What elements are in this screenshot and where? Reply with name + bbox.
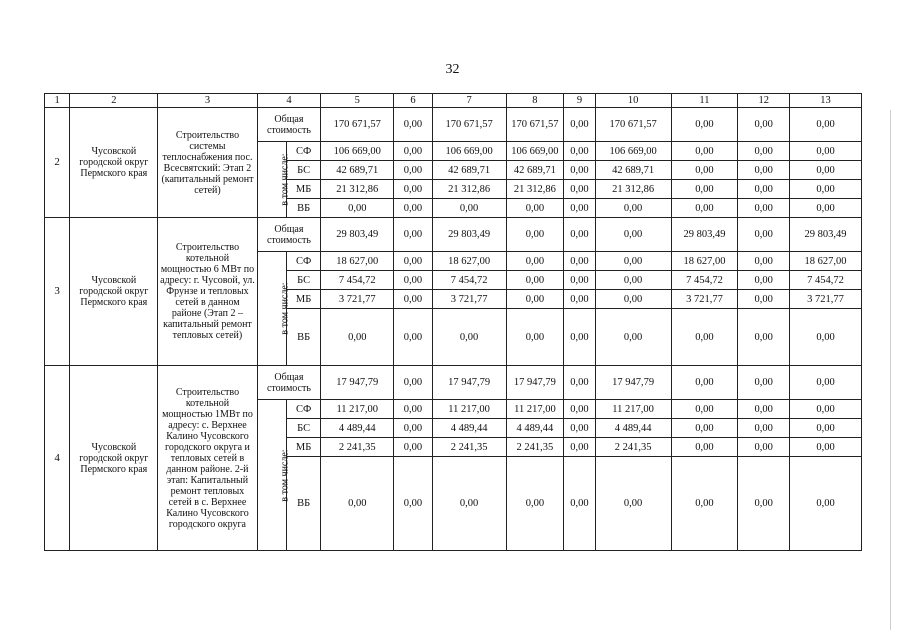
source-label: БС [286, 271, 320, 290]
value-cell: 0,00 [564, 218, 595, 252]
value-cell: 21 312,86 [432, 180, 506, 199]
header-cell: 3 [158, 94, 257, 108]
value-cell: 0,00 [595, 199, 671, 218]
source-label: ВБ [286, 457, 320, 551]
value-cell: 2 241,35 [432, 438, 506, 457]
header-cell: 4 [257, 94, 321, 108]
value-cell: 0,00 [790, 400, 862, 419]
including-label [257, 252, 291, 366]
value-cell: 0,00 [738, 180, 790, 199]
value-cell: 7 454,72 [790, 271, 862, 290]
value-cell: 4 489,44 [321, 419, 394, 438]
value-cell: 0,00 [394, 366, 432, 400]
value-cell: 7 454,72 [432, 271, 506, 290]
value-cell: 0,00 [790, 366, 862, 400]
total-cost-label: Общая стоимость [257, 366, 321, 400]
value-cell: 0,00 [394, 252, 432, 271]
value-cell: 0,00 [738, 108, 790, 142]
value-cell: 0,00 [564, 419, 595, 438]
value-cell: 0,00 [738, 419, 790, 438]
value-cell: 0,00 [671, 108, 738, 142]
value-cell: 0,00 [790, 457, 862, 551]
value-cell: 29 803,49 [790, 218, 862, 252]
value-cell: 0,00 [671, 309, 738, 366]
value-cell: 2 241,35 [506, 438, 564, 457]
value-cell: 0,00 [564, 252, 595, 271]
row-number: 2 [45, 108, 70, 218]
table-row [45, 218, 862, 252]
header-cell: 1 [45, 94, 70, 108]
value-cell: 0,00 [506, 457, 564, 551]
value-cell: 0,00 [564, 142, 595, 161]
source-label: СФ [286, 252, 320, 271]
row-number: 4 [45, 366, 70, 551]
value-cell: 17 947,79 [595, 366, 671, 400]
value-cell: 0,00 [738, 271, 790, 290]
value-cell: 0,00 [432, 309, 506, 366]
value-cell: 3 721,77 [790, 290, 862, 309]
value-cell: 17 947,79 [321, 366, 394, 400]
value-cell: 21 312,86 [595, 180, 671, 199]
value-cell: 29 803,49 [432, 218, 506, 252]
project-description: Строительство котельной мощностью 6 МВт по адресу: г. Чусовой, ул. Фрунзе и тепловых сетей в данном районе (Этап 2 – капитальный ремонт тепловых сетей) [158, 218, 257, 366]
value-cell: 0,00 [595, 271, 671, 290]
value-cell: 0,00 [790, 419, 862, 438]
value-cell: 0,00 [671, 161, 738, 180]
value-cell: 0,00 [738, 161, 790, 180]
header-row [45, 94, 862, 108]
including-text: в том числе: [279, 153, 291, 206]
value-cell: 0,00 [671, 419, 738, 438]
value-cell: 0,00 [790, 309, 862, 366]
value-cell: 0,00 [321, 309, 394, 366]
value-cell: 0,00 [738, 438, 790, 457]
header-cell: 5 [321, 94, 394, 108]
value-cell: 21 312,86 [321, 180, 394, 199]
including-label [257, 142, 291, 218]
value-cell: 0,00 [564, 161, 595, 180]
header-cell: 12 [738, 94, 790, 108]
municipality-cell: Чусовской городской округ Пермского края [70, 218, 158, 366]
value-cell: 0,00 [394, 419, 432, 438]
page-edge-line [890, 110, 891, 630]
value-cell: 0,00 [738, 457, 790, 551]
value-cell: 0,00 [394, 180, 432, 199]
value-cell: 3 721,77 [671, 290, 738, 309]
value-cell: 0,00 [671, 366, 738, 400]
including-text: в том числе: [279, 282, 291, 335]
value-cell: 170 671,57 [595, 108, 671, 142]
including-label [257, 400, 291, 551]
value-cell: 29 803,49 [671, 218, 738, 252]
value-cell: 4 489,44 [595, 419, 671, 438]
value-cell: 0,00 [595, 457, 671, 551]
value-cell: 0,00 [394, 457, 432, 551]
value-cell: 0,00 [738, 142, 790, 161]
value-cell: 29 803,49 [321, 218, 394, 252]
value-cell: 42 689,71 [321, 161, 394, 180]
value-cell: 0,00 [394, 199, 432, 218]
value-cell: 0,00 [790, 180, 862, 199]
row-number: 3 [45, 218, 70, 366]
value-cell: 0,00 [738, 290, 790, 309]
value-cell: 2 241,35 [595, 438, 671, 457]
value-cell: 0,00 [595, 290, 671, 309]
value-cell: 17 947,79 [506, 366, 564, 400]
source-label: МБ [286, 438, 320, 457]
value-cell: 0,00 [394, 108, 432, 142]
value-cell: 4 489,44 [506, 419, 564, 438]
including-text: в том числе: [279, 448, 291, 502]
header-cell: 6 [394, 94, 432, 108]
header-cell: 2 [70, 94, 158, 108]
value-cell: 42 689,71 [432, 161, 506, 180]
value-cell: 0,00 [506, 218, 564, 252]
value-cell: 18 627,00 [790, 252, 862, 271]
value-cell: 106 669,00 [506, 142, 564, 161]
header-cell: 7 [432, 94, 506, 108]
header-cell: 10 [595, 94, 671, 108]
project-description: Строительство системы теплоснабжения пос. Всесвятский: Этап 2 (капитальный ремонт сетей) [158, 108, 257, 218]
table-row [45, 366, 862, 400]
value-cell: 0,00 [564, 400, 595, 419]
value-cell: 0,00 [394, 142, 432, 161]
value-cell: 0,00 [595, 252, 671, 271]
value-cell: 0,00 [595, 218, 671, 252]
value-cell: 0,00 [564, 199, 595, 218]
value-cell: 0,00 [564, 180, 595, 199]
value-cell: 0,00 [564, 438, 595, 457]
value-cell: 0,00 [394, 290, 432, 309]
value-cell: 0,00 [394, 309, 432, 366]
value-cell: 0,00 [394, 400, 432, 419]
total-cost-label: Общая стоимость [257, 108, 321, 142]
value-cell: 2 241,35 [321, 438, 394, 457]
value-cell: 0,00 [738, 366, 790, 400]
source-label: СФ [286, 400, 320, 419]
value-cell: 0,00 [394, 271, 432, 290]
table-row [45, 108, 862, 142]
value-cell: 18 627,00 [671, 252, 738, 271]
value-cell: 106 669,00 [595, 142, 671, 161]
value-cell: 0,00 [671, 438, 738, 457]
value-cell: 0,00 [738, 218, 790, 252]
value-cell: 0,00 [506, 309, 564, 366]
value-cell: 0,00 [790, 142, 862, 161]
value-cell: 0,00 [671, 180, 738, 199]
value-cell: 0,00 [432, 457, 506, 551]
value-cell: 3 721,77 [432, 290, 506, 309]
source-label: МБ [286, 180, 320, 199]
financing-table [44, 93, 862, 551]
value-cell: 0,00 [790, 199, 862, 218]
header-cell: 8 [506, 94, 564, 108]
value-cell: 0,00 [394, 161, 432, 180]
source-label: БС [286, 161, 320, 180]
value-cell: 18 627,00 [432, 252, 506, 271]
value-cell: 0,00 [671, 400, 738, 419]
value-cell: 0,00 [738, 400, 790, 419]
value-cell: 170 671,57 [432, 108, 506, 142]
value-cell: 0,00 [394, 438, 432, 457]
value-cell: 0,00 [564, 457, 595, 551]
value-cell: 11 217,00 [506, 400, 564, 419]
value-cell: 3 721,77 [321, 290, 394, 309]
value-cell: 0,00 [321, 457, 394, 551]
value-cell: 0,00 [738, 252, 790, 271]
value-cell: 0,00 [506, 290, 564, 309]
value-cell: 106 669,00 [432, 142, 506, 161]
value-cell: 7 454,72 [321, 271, 394, 290]
value-cell: 0,00 [564, 271, 595, 290]
value-cell: 0,00 [432, 199, 506, 218]
value-cell: 21 312,86 [506, 180, 564, 199]
value-cell: 0,00 [564, 309, 595, 366]
value-cell: 0,00 [790, 161, 862, 180]
value-cell: 4 489,44 [432, 419, 506, 438]
header-cell: 9 [564, 94, 595, 108]
municipality-cell: Чусовской городской округ Пермского края [70, 108, 158, 218]
value-cell: 7 454,72 [671, 271, 738, 290]
municipality-cell: Чусовской городской округ Пермского края [70, 366, 158, 551]
value-cell: 170 671,57 [506, 108, 564, 142]
source-label: СФ [286, 142, 320, 161]
source-label: МБ [286, 290, 320, 309]
total-cost-label: Общая стоимость [257, 218, 321, 252]
value-cell: 0,00 [506, 252, 564, 271]
value-cell: 0,00 [790, 108, 862, 142]
value-cell: 0,00 [738, 199, 790, 218]
value-cell: 0,00 [394, 218, 432, 252]
value-cell: 0,00 [564, 366, 595, 400]
value-cell: 42 689,71 [595, 161, 671, 180]
value-cell: 0,00 [595, 309, 671, 366]
value-cell: 11 217,00 [432, 400, 506, 419]
value-cell: 0,00 [506, 271, 564, 290]
value-cell: 0,00 [321, 199, 394, 218]
value-cell: 0,00 [671, 457, 738, 551]
source-label: ВБ [286, 199, 320, 218]
value-cell: 0,00 [790, 438, 862, 457]
value-cell: 11 217,00 [321, 400, 394, 419]
value-cell: 17 947,79 [432, 366, 506, 400]
header-cell: 11 [671, 94, 738, 108]
value-cell: 0,00 [564, 290, 595, 309]
value-cell: 11 217,00 [595, 400, 671, 419]
value-cell: 0,00 [564, 108, 595, 142]
value-cell: 0,00 [671, 199, 738, 218]
source-label: БС [286, 419, 320, 438]
header-cell: 13 [790, 94, 862, 108]
value-cell: 42 689,71 [506, 161, 564, 180]
value-cell: 18 627,00 [321, 252, 394, 271]
value-cell: 106 669,00 [321, 142, 394, 161]
value-cell: 0,00 [738, 309, 790, 366]
source-label: ВБ [286, 309, 320, 366]
project-description: Строительство котельной мощностью 1МВт по адресу: с. Верхнее Калино Чусовского городского округа и тепловых сетей в данном районе. 2-й этап: Капитальный ремонт тепловых сетей в с. Верхнее Калино Чусовского городского округа [158, 366, 257, 551]
page-number: 32 [445, 62, 460, 77]
value-cell: 0,00 [506, 199, 564, 218]
value-cell: 170 671,57 [321, 108, 394, 142]
value-cell: 0,00 [671, 142, 738, 161]
